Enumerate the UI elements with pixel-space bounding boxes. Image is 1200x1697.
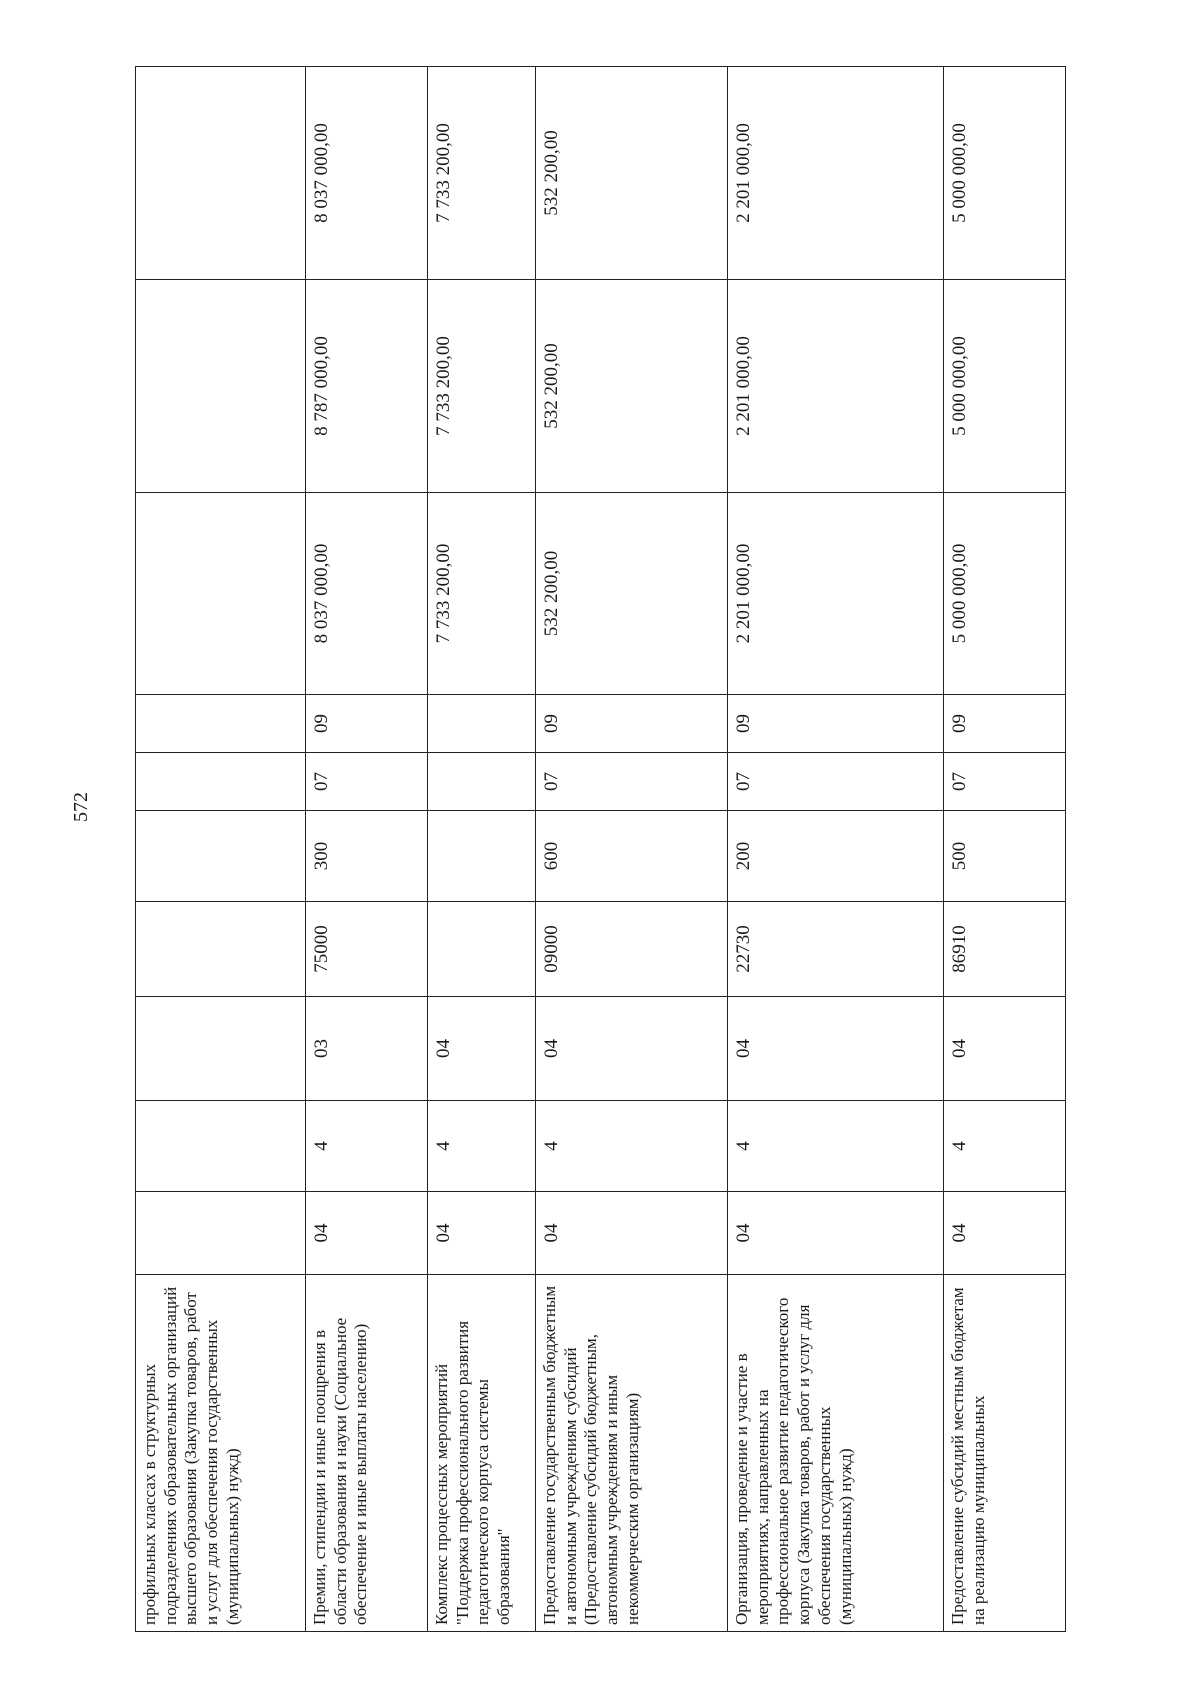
code-direction: 09000 bbox=[536, 902, 728, 997]
amount-year-1: 5 000 000,00 bbox=[944, 493, 1066, 695]
code-program bbox=[136, 1192, 306, 1275]
code-direction bbox=[428, 902, 536, 997]
code-expense-type: 200 bbox=[728, 811, 944, 902]
code-direction: 86910 bbox=[944, 902, 1066, 997]
code-subprogram bbox=[136, 997, 306, 1101]
budget-table bbox=[135, 66, 1066, 1632]
code-type: 4 bbox=[728, 1101, 944, 1192]
code-expense-type bbox=[428, 811, 536, 902]
row-description: Предоставление государственным бюджетным и автономным учреждениям субсидий (Предоставление субсидий бюджетным, автономным учреждениям и иным некоммерческим организациям) bbox=[536, 1275, 728, 1632]
amount-year-2: 7 733 200,00 bbox=[428, 280, 536, 493]
code-subsection bbox=[136, 695, 306, 753]
code-subsection bbox=[428, 695, 536, 753]
amount-year-1: 532 200,00 bbox=[536, 493, 728, 695]
amount-year-3: 7 733 200,00 bbox=[428, 67, 536, 280]
table-row bbox=[536, 67, 728, 1632]
code-subsection: 09 bbox=[306, 695, 428, 753]
code-section bbox=[136, 753, 306, 811]
row-description: профильных классах в структурных подразделениях образовательных организаций высшего образования (Закупка товаров, работ и услуг для обеспечения государственных (муниципальных) нужд) bbox=[136, 1275, 306, 1632]
code-section: 07 bbox=[944, 753, 1066, 811]
amount-year-1: 8 037 000,00 bbox=[306, 493, 428, 695]
amount-year-3: 2 201 000,00 bbox=[728, 67, 944, 280]
row-description: Предоставление субсидий местным бюджетам на реализацию муниципальных bbox=[944, 1275, 1066, 1632]
amount-year-3: 8 037 000,00 bbox=[306, 67, 428, 280]
amount-year-1: 2 201 000,00 bbox=[728, 493, 944, 695]
code-program: 04 bbox=[306, 1192, 428, 1275]
table-row bbox=[306, 67, 428, 1632]
code-program: 04 bbox=[728, 1192, 944, 1275]
code-expense-type bbox=[136, 811, 306, 902]
code-subsection: 09 bbox=[728, 695, 944, 753]
code-program: 04 bbox=[944, 1192, 1066, 1275]
table-row bbox=[428, 67, 536, 1632]
page-number: 572 bbox=[70, 792, 92, 822]
amount-year-2: 5 000 000,00 bbox=[944, 280, 1066, 493]
code-section: 07 bbox=[536, 753, 728, 811]
code-subprogram: 04 bbox=[944, 997, 1066, 1101]
table-row bbox=[136, 67, 306, 1632]
code-program: 04 bbox=[428, 1192, 536, 1275]
code-type: 4 bbox=[428, 1101, 536, 1192]
code-expense-type: 300 bbox=[306, 811, 428, 902]
code-direction bbox=[136, 902, 306, 997]
code-program: 04 bbox=[536, 1192, 728, 1275]
amount-year-3: 532 200,00 bbox=[536, 67, 728, 280]
amount-year-2 bbox=[136, 280, 306, 493]
code-subprogram: 03 bbox=[306, 997, 428, 1101]
row-description: Премии, стипендии и иные поощрения в области образования и науки (Социальное обеспечение и иные выплаты населению) bbox=[306, 1275, 428, 1632]
code-section bbox=[428, 753, 536, 811]
code-subsection: 09 bbox=[536, 695, 728, 753]
code-direction: 22730 bbox=[728, 902, 944, 997]
code-section: 07 bbox=[306, 753, 428, 811]
amount-year-1: 7 733 200,00 bbox=[428, 493, 536, 695]
row-description: Комплекс процессных мероприятий "Поддержка профессионального развития педагогического корпуса системы образования" bbox=[428, 1275, 536, 1632]
amount-year-3: 5 000 000,00 bbox=[944, 67, 1066, 280]
code-type: 4 bbox=[306, 1101, 428, 1192]
code-subsection: 09 bbox=[944, 695, 1066, 753]
code-subprogram: 04 bbox=[428, 997, 536, 1101]
table-row bbox=[944, 67, 1066, 1632]
amount-year-2: 532 200,00 bbox=[536, 280, 728, 493]
budget-table-wrapper bbox=[135, 67, 1065, 1632]
code-subprogram: 04 bbox=[536, 997, 728, 1101]
code-expense-type: 500 bbox=[944, 811, 1066, 902]
code-expense-type: 600 bbox=[536, 811, 728, 902]
code-section: 07 bbox=[728, 753, 944, 811]
amount-year-2: 2 201 000,00 bbox=[728, 280, 944, 493]
code-type: 4 bbox=[944, 1101, 1066, 1192]
amount-year-1 bbox=[136, 493, 306, 695]
code-subprogram: 04 bbox=[728, 997, 944, 1101]
code-direction: 75000 bbox=[306, 902, 428, 997]
row-description: Организация, проведение и участие в мероприятиях, направленных на профессиональное развитие педагогического корпуса (Закупка товаров, работ и услуг для обеспечения государственных (муниципальных) нужд) bbox=[728, 1275, 944, 1632]
table-row bbox=[728, 67, 944, 1632]
code-type: 4 bbox=[536, 1101, 728, 1192]
amount-year-2: 8 787 000,00 bbox=[306, 280, 428, 493]
amount-year-3 bbox=[136, 67, 306, 280]
code-type bbox=[136, 1101, 306, 1192]
